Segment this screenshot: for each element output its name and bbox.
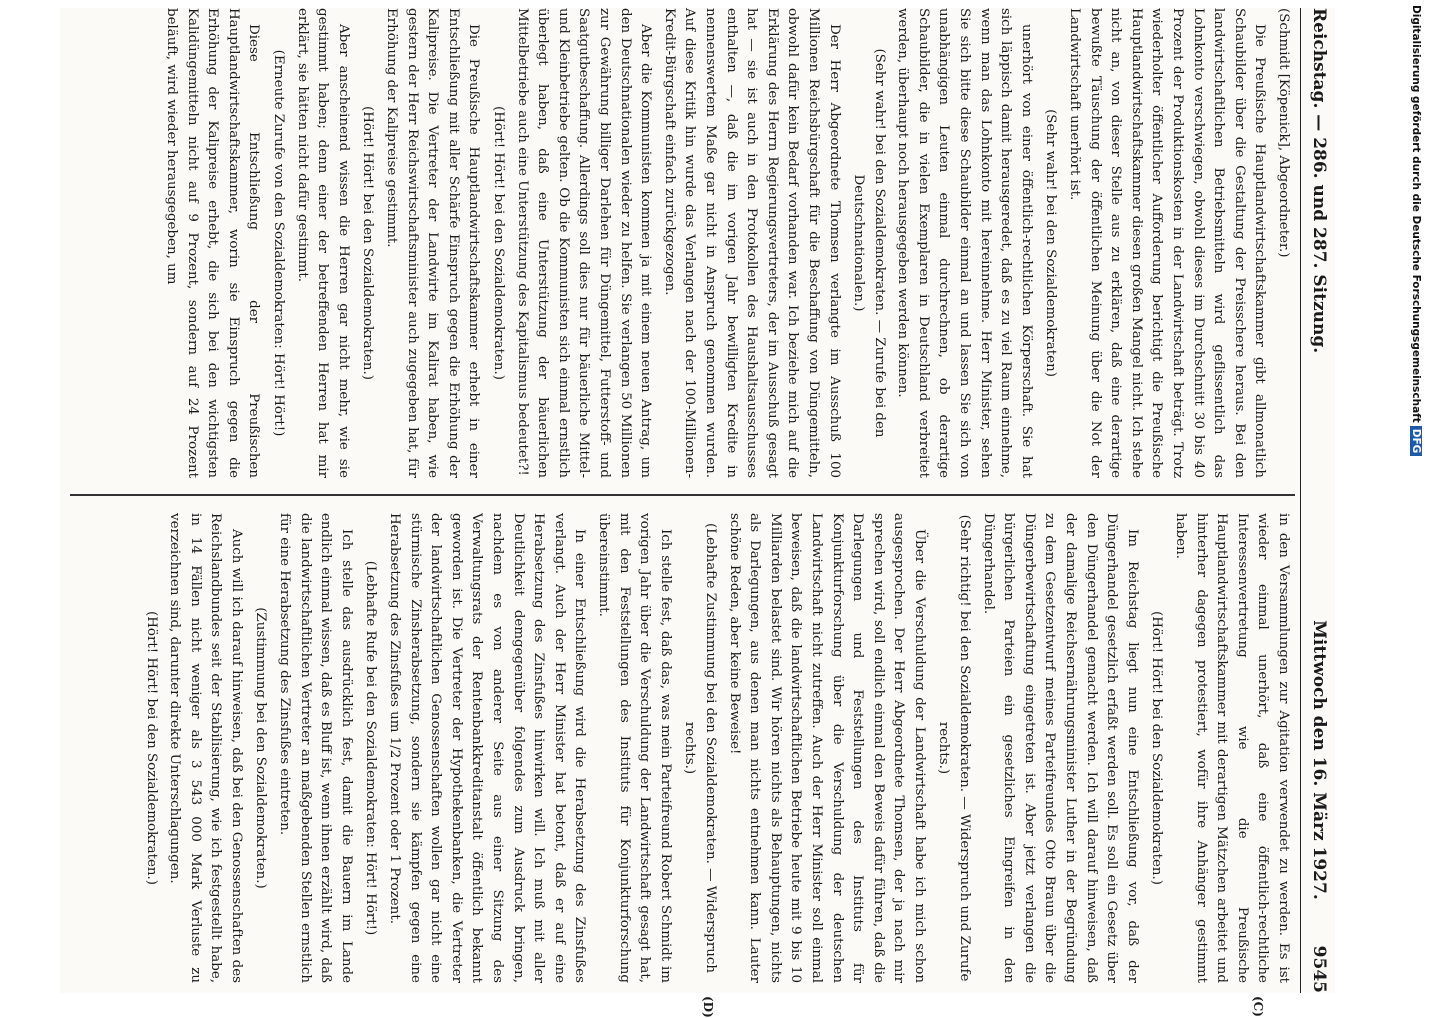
interjection: (Hört! Hört! bei den Sozialdemokraten.) [491, 106, 507, 380]
interjection: (Hört! Hört! bei den Sozialdemokraten.) [1149, 611, 1165, 885]
interjection: (Sehr wahr! bei den Sozialdemokraten) [1043, 109, 1059, 377]
paragraph: Ich stelle fest, daß das, was mein Parteifreund Robert Schmidt im vorigen Jahr über die Verschuldung der Landwirtschaft gesagt hat, mit den Feststellungen des Instituts für Konjunkturforschung übereinstimmt. [596, 513, 673, 983]
interjection: (Zustimmung bei den Sozialdemokraten.) [253, 607, 269, 889]
paragraph: Aber die Kommunisten kommen ja mit einem neuen Antrag, um den Deutschnationalen wieder zu helfen. Sie verlangen 50 Millionen zur Gewährung billiger Darlehen für Düngemittel, Futterstoff- und Saatgutbeschaffung. Allerdings soll dies nur für bäuerliche Mittel- und Kleinbetriebe gelten. Ob die Kommunisten sich einmal ernstlich überlegt haben, daß eine Unterstützung der bäuerlichen Mittelbetriebe auch eine Unterstützung des Kapitalismus bedeutet?! [514, 8, 654, 478]
dfg-logo: DFG [1410, 426, 1422, 457]
paragraph: unerhört von einer öffentlich-rechtlichen Körperschaft. Sie hat sich läppisch damit herausgeredet, daß es zu viel Raum einnehme, wenn man das Lohnkonto mit hereinnehme. Herr Minister, sehen Sie sich bitte diese Schaubilder einmal an und lassen Sie sich von unabhängigen Leuten einmal durchrechnen, ob derartige Schaubilder, die in vielen Exemplaren in Deutschland verbreitet werden, überhaupt noch herausgegeben werden können. [895, 8, 1034, 478]
interjection: (Hört! Hört! bei den Sozialdemokraten.) [143, 611, 159, 885]
margin-marker-d: (D) [701, 996, 715, 1018]
paragraph: Diese Entschließung der Preußischen Hauptlandwirtschaftskammer, worin sie Einspruch gegen die Erhöhung der Kalipreise erhebt, die sich bei den wichtigsten Kalidüngemitteln nicht auf 9 Prozent, sondern auf 24 Prozent beläuft, wird wieder herausgegeben, um [164, 8, 262, 478]
interjection: (Sehr wahr! bei den Sozialdemokraten. — Zurufe bei den Deutschnationalen.) [851, 48, 887, 438]
interjection: (Erneute Zurufe von den Sozialdemokraten: Hört! Hört!) [271, 49, 287, 437]
paragraph: Die Preußische Hauptlandwirtschaftskammer gibt allmonatlich Schaubilder über die Gestaltung der Preisschere heraus. Bei den landwirtschaftlichen Betriebsmitteln wird geflissentlich das Lohnkonto verschwiegen, obwohl dieses im Durchschnitt 30 bis 40 Prozent der Produktionskosten in der Landwirtschaft beträgt. Trotz wiederholter öffentlicher Aufforderung berichtigt die Preußische Hauptlandwirtschaftskammer diesen großen Mangel nicht. Ich stehe nicht an, von dieser Stelle aus zu erklären, daß eine derartige bewußte Täuschung der öffentlichen Meinung über die Not der Landwirtschaft unerhört ist. [1067, 8, 1268, 478]
paragraph: Die Preußische Hauptlandwirtschaftskammer erhebt in einer Entschließung mit aller Schärfe Einspruch gegen die Erhöhung der Kalipreise. Die Vertreter der Landwirte im Kalirat haben, wie gestern der Herr Reichswirtschaftsminister auch zugegeben hat, für Erhöhung der Kalipreise gestimmt. [384, 8, 482, 478]
header-session: Reichstag. — 286. und 287. Sitzung. [1309, 8, 1329, 354]
margin-marker-c: (C) [1251, 996, 1265, 1017]
interjection: (Hört! Hört! bei den Sozialdemokraten.) [360, 106, 376, 380]
paragraph: (Schmidt [Köpenick], Abgeordneter.) [1276, 8, 1291, 258]
paragraph: Ich stelle das ausdrücklich fest, damit die Bauern im Lande endlich einmal wissen, daß es Bluff ist, wenn ihnen erzählt wird, daß die landwirtschaftlichen Vertreter an maßgebenden Stellen ernstlich für eine Herabsetzung des Zinsfußes eintreten. [277, 513, 354, 983]
paragraph: Aber anscheinend wissen die Herren gar nicht mehr, wie sie gestimmt haben; denn einer der betreffenden Herren hat mir erklärt, sie hätten nicht dafür gestimmt. [294, 8, 351, 478]
interjection: (Lebhafte Zustimmung bei den Sozialdemokraten. — Widerspruch rechts.) [682, 522, 718, 974]
page-number: 9545 [1309, 945, 1329, 993]
paragraph: in den Versammlungen zur Agitation verwendet zu werden. Es ist wieder einmal unerhört, daß eine öffentlich-rechtliche Interessenvertretung wie die Preußische Hauptlandwirtschaftskammer mit derartigen Mätzchen arbeitet und hinterher dagegen protestiert, wofür ihre Anhänger gestimmt haben. [1173, 513, 1291, 983]
paragraph: Der Herr Abgeordnete Thomsen verlangte im Ausschuß 100 Millionen Reichsbürgschaft für die Beschaffung von Düngemitteln, obwohl dafür kein Bedarf vorhanden war. Ich beziehe mich auf die Erklärung des Herrn Regierungsvertreters, der im Ausschuß gesagt hat — sie ist auch in den Protokollen des Haushaltsausschusses enthalten —, daß die im vorigen Jahr bewilligten Kredite in nennenswertem Maße gar nicht in Anspruch genommen wurden. Auf diese Kritik hin wurde das Verlangen nach der 100-Millionen-Kredit-Bürgschaft einfach zurückgezogen. [661, 8, 842, 478]
paragraph: In einer Entschließung wird die Herabsetzung des Zinsfußes verlangt. Auch der Herr Minister hat betont, daß er auf eine Herabsetzung des Zinsfußes hinwirken will. Ich muß mit aller Deutlichkeit demgegenüber folgendes zum Ausdruck bringen, nachdem es von anderer Seite aus einer Sitzung des Verwaltungsrats der Rentenbankkreditanstalt öffentlich bekannt geworden ist. Die Vertreter der Hypothekenbanken, die Vertreter der landwirtschaftlichen Genossenschaften wollen gar nicht eine stürmische Zinsherabsetzung, sondern sie kämpfen gegen eine Herabsetzung des Zinsfußes um 1/2 Prozent oder 1 Prozent. [387, 513, 588, 983]
page-header [1300, 8, 1335, 993]
credit-text: Digitalisierung gefördert durch die Deutsche Forschungsgemeinschaft [1410, 5, 1422, 423]
right-column [73, 513, 1293, 983]
header-date-and-page [1309, 620, 1329, 993]
header-date: Mittwoch den 16. März 1927. [1309, 620, 1329, 900]
paragraph: Im Reichstag liegt nun eine Entschließung vor, daß der Düngerhandel gesetzlich erfaßt werden soll. Es soll ein Gesetz über den Düngerhandel gemacht werden. Ich will darauf hinweisen, daß der damalige Reichsernährungsminister Luther in der Begründung zu dem Gesetzentwurf meines Parteifreundes Otto Braun über die Düngerbewirtschaftung eingetreten ist. Aber jetzt verlangen die bürgerlichen Parteien ein gesetzliches Eingreifen in den Düngerhandel. [980, 513, 1140, 983]
interjection: (Lebhafte Rufe bei den Sozialdemokraten: Hört! Hört!) [363, 560, 379, 936]
interjection: (Sehr richtig! bei den Sozialdemokraten. — Widerspruch und Zurufe rechts.) [936, 514, 973, 982]
document-page [60, 8, 1335, 1018]
digitization-credit [1408, 5, 1430, 995]
column-divider [70, 494, 1295, 496]
paragraph: Über die Verschuldung der Landwirtschaft habe ich mich schon ausgesprochen. Der Herr Abgeordnete Thomsen, der ja nach mir sprechen wird, soll endlich einmal den Beweis dafür führen, daß die Darlegungen und Feststellungen des Instituts für Konjunkturforschung über die Verschuldung der deutschen Landwirtschaft nicht zutreffen. Auch der Herr Minister soll einmal beweisen, daß die landwirtschaftlichen Betriebe heute mit 9 bis 10 Milliarden belastet sind. Wir hören nichts als Behauptungen, nichts als Darlegungen, aus denen man nichts entnehmen kann. Lauter schöne Reden, aber keine Beweise! [726, 513, 927, 983]
left-column [73, 8, 1293, 478]
paragraph: Auch will ich darauf hinweisen, daß bei den Genossenschaften des Reichslandbundes seit der Stabilisierung, wie ich festgestellt habe, in 14 Fällen nicht weniger als 3 543 000 Mark Verluste zu verzeichnen sind, darunter direkte Unterschlagungen. [167, 513, 244, 983]
